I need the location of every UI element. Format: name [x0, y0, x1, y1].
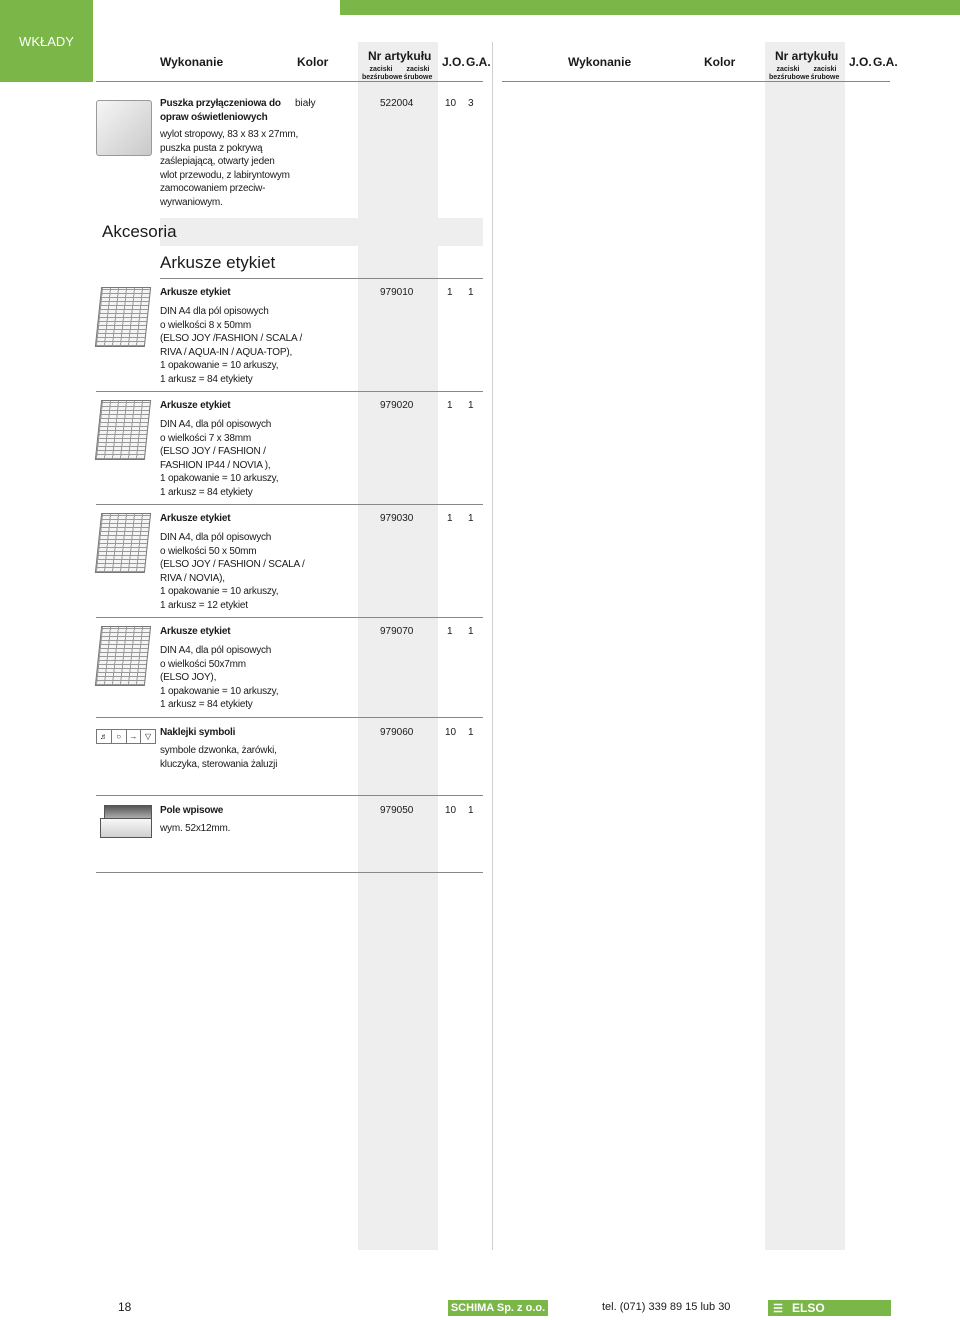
- item-title: Puszka przyłączeniowa do opraw oświetleniowych: [160, 98, 281, 123]
- header-nr-artykulu: Nr artykułu: [368, 49, 432, 63]
- row-rule: [96, 795, 483, 796]
- item-jo: 1: [447, 287, 453, 298]
- symbol-stickers-image: [96, 729, 156, 744]
- schima-logo: SCHIMA Sp. z o.o.: [448, 1300, 548, 1316]
- header-wykonanie: Wykonanie: [160, 55, 224, 69]
- item-number: 979030: [380, 513, 414, 524]
- item-description: DIN A4, dla pól opisowych o wielkości 50x7mm (ELSO JOY), 1 opakowanie = 10 arkuszy, 1 arkusz = 84 etykiety: [160, 645, 279, 710]
- elso-logo: ☰ ELSO: [768, 1300, 891, 1316]
- nr-column-shade-right: [765, 42, 845, 1250]
- item-description: DIN A4 dla pól opisowych o wielkości 8 x 50mm (ELSO JOY /FASHION / SCALA / RIVA / AQUA-IN / AQUA-TOP), 1 opakowanie = 10 arkuszy, 1 arkusz = 84 etykiety: [160, 306, 303, 385]
- item-number: 979010: [380, 287, 414, 298]
- header-wykonanie-right: Wykonanie: [568, 55, 632, 69]
- column-divider: [492, 42, 493, 1250]
- label-sheet-image: [95, 513, 151, 573]
- item-title: Naklejki symboli: [160, 727, 236, 738]
- subsection-title: Arkusze etykiet: [160, 253, 276, 272]
- item-ga: 1: [468, 727, 474, 738]
- header-jo-right: J.O.: [849, 55, 872, 69]
- label-sheet-image: [95, 287, 151, 347]
- row-rule: [96, 872, 483, 873]
- item-jo: 10: [445, 805, 457, 816]
- header-ga-right: G.A.: [873, 55, 898, 69]
- section-tab: WKŁADY: [0, 0, 93, 82]
- header-srubowe-right: zaciski śrubowe: [810, 66, 840, 81]
- top-accent-bar: [340, 0, 960, 15]
- label-field-image-front: [100, 818, 152, 838]
- bell-icon: ♬: [97, 730, 112, 743]
- subsection-rule: [160, 278, 483, 279]
- row-rule: [96, 504, 483, 505]
- item-description: wylot stropowy, 83 x 83 x 27mm, puszka pusta z pokrywą zaślepiającą, otwarty jeden wlot przewodu, z labiryntowym zamocowaniem przeciw- wyrwaniowym.: [160, 129, 299, 208]
- item-title: Arkusze etykiet: [160, 513, 231, 524]
- item-title: Arkusze etykiet: [160, 287, 231, 298]
- section-band: [160, 218, 483, 246]
- section-title: Akcesoria: [102, 222, 177, 241]
- item-description: wym. 52x12mm.: [160, 823, 231, 834]
- item-ga: 1: [468, 805, 474, 816]
- item-ga: 3: [468, 98, 474, 109]
- item-jo: 1: [447, 513, 453, 524]
- page-number: 18: [118, 1300, 132, 1314]
- label-sheet-image: [95, 626, 151, 686]
- row-rule: [96, 617, 483, 618]
- item-number: 522004: [380, 98, 414, 109]
- item-number: 979060: [380, 727, 414, 738]
- header-rule: [96, 81, 483, 82]
- item-color: biały: [295, 98, 316, 109]
- blinds-icon: ▽: [145, 732, 152, 741]
- item-title: Pole wpisowe: [160, 805, 224, 816]
- header-ga: G.A.: [466, 55, 491, 69]
- item-jo: 1: [447, 400, 453, 411]
- row-rule: [96, 717, 483, 718]
- item-ga: 1: [468, 626, 474, 637]
- junction-box-image: [96, 100, 152, 156]
- item-number: 979050: [380, 805, 414, 816]
- item-number: 979070: [380, 626, 414, 637]
- header-bezsrubowe-right: zaciski bezśrubowe: [769, 66, 810, 81]
- item-description: DIN A4, dla pól opisowych o wielkości 7 x 38mm (ELSO JOY / FASHION / FASHION IP44 / NOVIA ), 1 opakowanie = 10 arkuszy, 1 arkusz = 84 etykiety: [160, 419, 279, 498]
- item-jo: 10: [445, 98, 457, 109]
- label-sheet-image: [95, 400, 151, 460]
- item-jo: 10: [445, 727, 457, 738]
- row-rule: [96, 391, 483, 392]
- key-icon: →: [127, 730, 142, 743]
- header-srubowe: zaciski śrubowe: [403, 66, 433, 81]
- header-kolor-right: Kolor: [704, 55, 736, 69]
- item-title: Arkusze etykiet: [160, 626, 231, 637]
- item-ga: 1: [468, 287, 474, 298]
- item-ga: 1: [468, 400, 474, 411]
- header-nr-artykulu-right: Nr artykułu: [775, 49, 839, 63]
- bulb-icon: ○: [112, 730, 127, 743]
- item-description: symbole dzwonka, żarówki, kluczyka, sterowania żaluzji: [160, 745, 278, 770]
- item-jo: 1: [447, 626, 453, 637]
- header-rule-right: [502, 81, 890, 82]
- item-description: DIN A4, dla pól opisowych o wielkości 50 x 50mm (ELSO JOY / FASHION / SCALA / RIVA / NOVIA), 1 opakowanie = 10 arkuszy, 1 arkusz = 12 etykiet: [160, 532, 305, 611]
- header-kolor: Kolor: [297, 55, 329, 69]
- header-jo: J.O.: [442, 55, 465, 69]
- phone-number: tel. (071) 339 89 15 lub 30: [602, 1301, 731, 1313]
- elso-mark-icon: ☰: [773, 1302, 783, 1315]
- item-ga: 1: [468, 513, 474, 524]
- item-number: 979020: [380, 400, 414, 411]
- header-bezsrubowe: zaciski bezśrubowe: [362, 66, 403, 81]
- item-title: Arkusze etykiet: [160, 400, 231, 411]
